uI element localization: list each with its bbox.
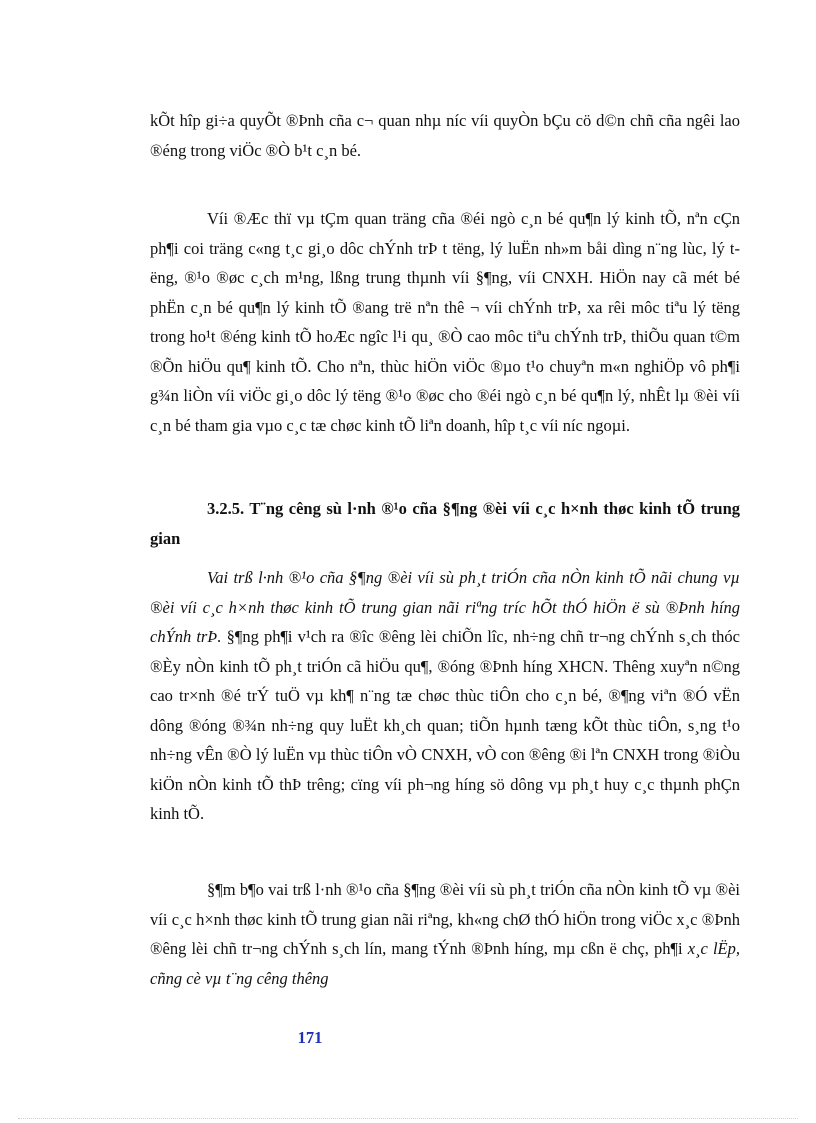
bottom-divider — [18, 1118, 798, 1119]
section-heading: 3.2.5. T¨ng cêng sù l·nh ®¹o cña §¶ng ®èi víi c¸c h×nh thøc kinh tÕ trung gian — [150, 499, 740, 548]
document-page — [150, 0, 740, 1123]
paragraph-3-regular: §¶ng ph¶i v¹ch ra ®îc ®êng lèi chiÕn lîc, nh÷ng chñ tr¬ng chÝnh s¸ch thóc ®Èy nÒn kinh tÕ ph¸t triÓn cã hiÖu qu¶, ®óng ®Þnh híng XHCN. Thêng xuyªn n©ng cao tr×nh ®é trÝ tuÖ vµ kh¶ n¨ng tæ chøc thùc tiÔn cho c¸n bé, ®¶ng viªn ®Ó vËn dông ®óng ®¾n nh÷ng quy luËt kh¸ch quan; tiÕn hµnh tæng kÕt thùc tiÔn, s¸ng t¹o nh÷ng vÊn ®Ò lý luËn vµ thùc tiÔn vÒ CNXH, vÒ con ®êng ®i lªn CNXH trong ®iÒu kiÖn nÒn kinh tÕ thÞ trêng; cïng víi ph¬ng híng sö dông vµ ph¸t huy c¸c thµnh phÇn kinh tÕ. — [150, 627, 741, 823]
paragraph-4-regular: §¶m b¶o vai trß l·nh ®¹o cña §¶ng ®èi víi sù ph¸t triÓn cña nÒn kinh tÕ vµ ®èi víi c¸c h×nh thøc kinh tÕ trung gian nãi riªng, kh«ng chØ thÓ hiÖn trong viÖc x¸c ®Þnh ®êng lèi chñ tr¬ng chÝnh s¸ch lín, mang tÝnh ®Þnh híng, mµ cßn ë chç, ph¶i — [150, 880, 740, 958]
paragraph-2: Víi ®Æc thï vµ tÇm quan träng cña ®éi ngò c¸n bé qu¶n lý kinh tÕ, nªn cÇn ph¶i coi träng c«ng t¸c gi¸o dôc chÝnh trÞ t tëng, lý luËn nh»m båi dìng n¨ng lùc, lý tëng, ®¹o ®øc c¸ch m¹ng, lßng trung thµnh víi §¶ng, víi CNXH. HiÖn nay cã mét bé phËn c¸n bé qu¶n lý kinh tÕ ®ang trë nªn thê ¬ víi chÝnh trÞ, xa rêi môc tiªu lý tëng trong ho¹t ®éng kinh tÕ hoÆc ngîc l¹i qu¸ ®Ò cao môc tiªu chÝnh trÞ, thiÕu quan t©m ®Õn hiÖu qu¶ kinh tÕ. Cho nªn, thùc hiÖn viÖc ®µo t¹o chuyªn m«n nghiÖp vô ph¶i g¾n liÒn víi viÖc gi¸o dôc lý tëng ®¹o ®øc cho ®éi ngò c¸n bé qu¶n lý, nhÊt lµ ®èi víi c¸n bé tham gia vµo c¸c tæ chøc kinh tÕ liªn doanh, hîp t¸c víi níc ngoµi. — [150, 209, 740, 435]
paragraph-3-italic: Vai trß l·nh ®¹o cña §¶ng ®èi víi sù ph¸t triÓn cña nÒn kinh tÕ nãi chung vµ ®èi víi c¸c h×nh thøc kinh tÕ trung gian nãi riªng tríc hÕt thÓ hiÖn ë sù ®Þnh híng chÝnh trÞ. — [150, 568, 740, 646]
paragraph-1: kÕt hîp gi÷a quyÕt ®Þnh cña c¬ quan nhµ níc víi quyÒn bÇu cö d©n chñ cña ngêi lao ®éng trong viÖc ®Ò b¹t c¸n bé. — [150, 111, 740, 160]
page-number: 171 — [297, 1028, 323, 1047]
paragraph-3 — [150, 563, 740, 829]
paragraph-4-italic: x¸c lËp, cñng cè vµ t¨ng cêng thêng — [150, 939, 741, 988]
paragraph-4 — [150, 875, 740, 993]
